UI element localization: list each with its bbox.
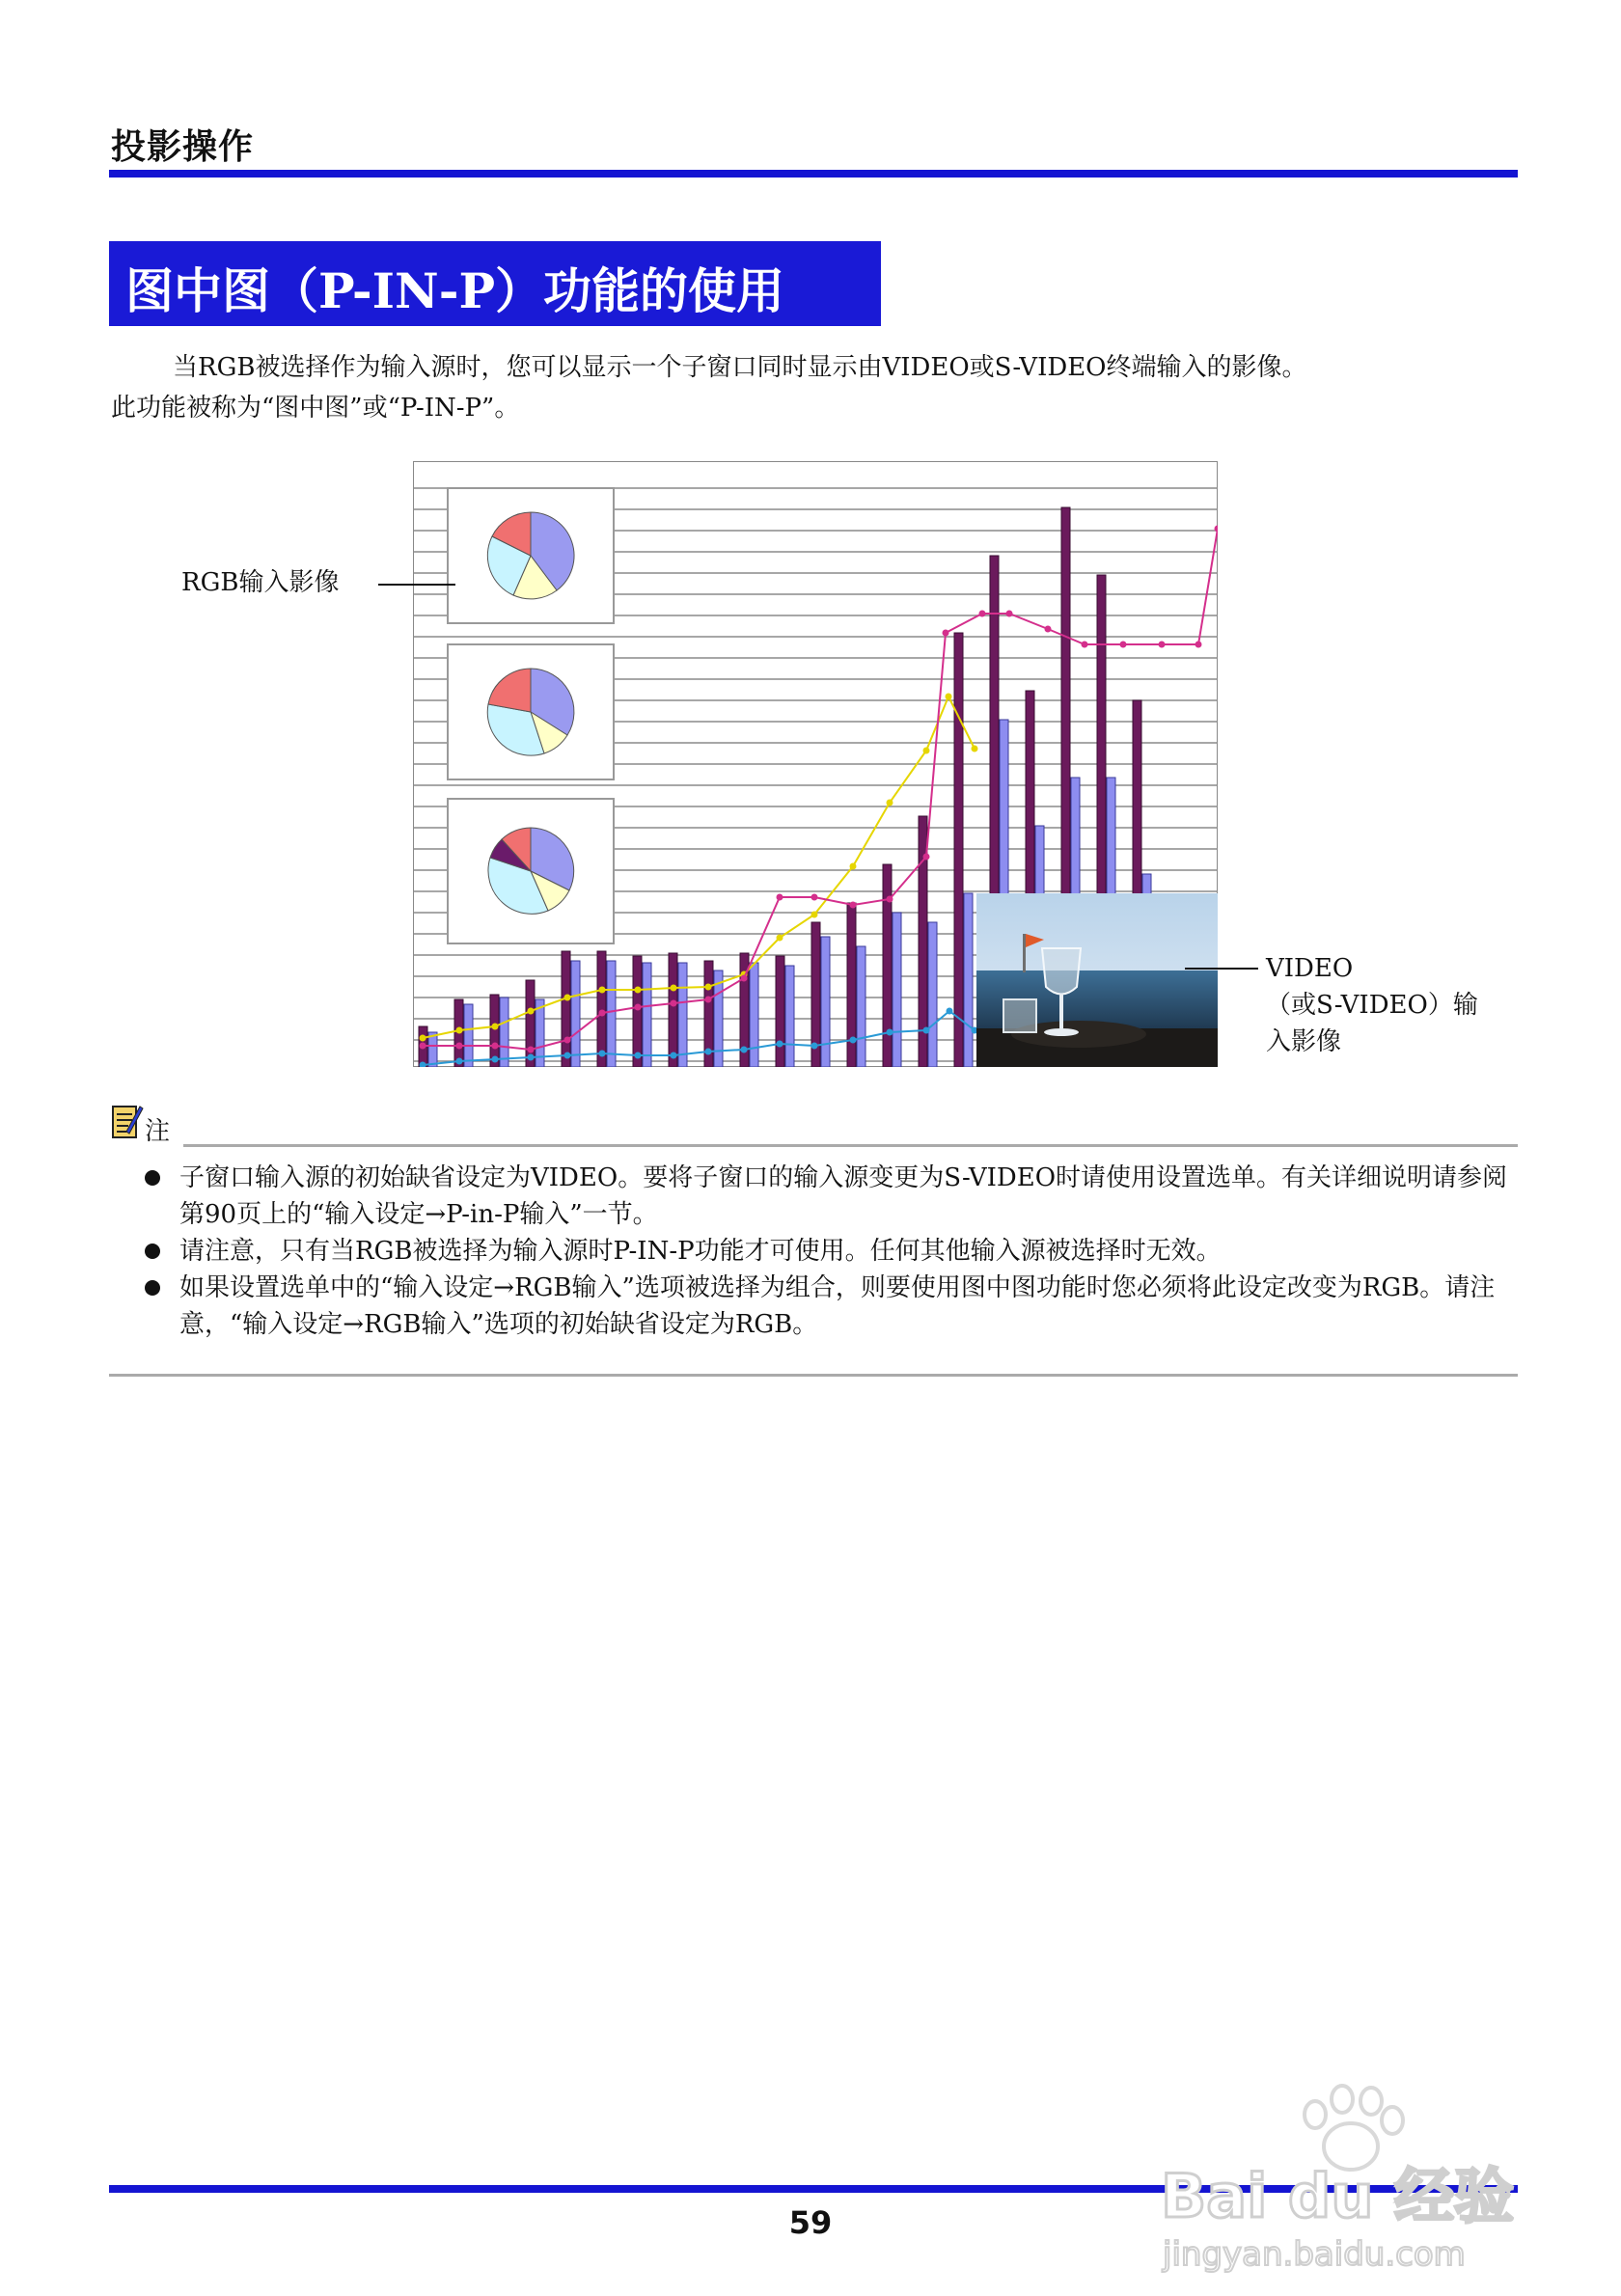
intro-line-2: 此功能被称为“图中图”或“P-IN-P”。 <box>111 394 520 423</box>
bar-mark <box>607 961 616 1067</box>
line-point <box>599 987 606 994</box>
line-point <box>564 1037 571 1044</box>
line-point <box>1120 642 1127 648</box>
line-point <box>705 1049 712 1055</box>
rgb-callout-label: RGB输入影像 <box>181 568 340 597</box>
line-point <box>972 746 978 752</box>
note-label: 注 <box>145 1117 171 1146</box>
paw-icon <box>1305 2086 1403 2170</box>
line-point <box>777 935 783 942</box>
bar-mark <box>464 1004 473 1067</box>
bar-mark <box>857 946 865 1067</box>
line-point <box>923 748 930 754</box>
watermark-url: jingyan.baidu.com <box>1163 2235 1466 2274</box>
pinp-illustration <box>413 461 1218 1067</box>
video-subwindow <box>976 893 1218 1067</box>
line-point <box>943 630 949 637</box>
line-point <box>528 1047 535 1053</box>
line-point <box>1195 642 1202 648</box>
line-point <box>887 1029 893 1036</box>
line-point <box>492 1043 499 1050</box>
line-point <box>1045 626 1052 633</box>
line-point <box>492 1024 499 1030</box>
line-point <box>705 997 712 1003</box>
bar-mark <box>669 953 677 1067</box>
line-point <box>635 987 642 994</box>
bar-mark <box>954 633 963 1067</box>
line-point <box>947 1008 953 1015</box>
line-point <box>492 1056 499 1063</box>
line-point <box>599 1051 606 1057</box>
line-point <box>741 1047 748 1053</box>
intro-paragraph <box>111 347 1520 428</box>
bar-mark <box>643 963 651 1067</box>
line-point <box>635 1004 642 1011</box>
page-title: 图中图（P-IN-P）功能的使用 <box>125 262 785 319</box>
line-point <box>456 1058 463 1065</box>
note-icon <box>111 1103 144 1141</box>
bar-mark <box>750 963 758 1067</box>
pie-thumbnail-2 <box>448 644 614 779</box>
note-item: 请注意，只有当RGB被选择为输入源时P-IN-P功能才可使用。任何其他输入源被选择时无效。 <box>143 1233 1523 1270</box>
video-callout-line-2: （或S-VIDEO）输 <box>1266 991 1478 1020</box>
line-point <box>887 800 893 806</box>
bar-mark <box>571 961 580 1067</box>
section-header: 投影操作 <box>111 127 255 167</box>
line-point <box>564 995 571 1001</box>
rgb-callout-leader <box>378 584 455 586</box>
line-point <box>705 984 712 991</box>
line-point <box>979 611 986 617</box>
pie-thumbnail-3 <box>448 799 614 943</box>
line-point <box>671 985 677 992</box>
line-point <box>456 1043 463 1050</box>
note-rule-bottom <box>109 1374 1518 1377</box>
line-point <box>946 694 952 700</box>
line-point <box>741 975 748 982</box>
video-callout-leader <box>1185 968 1258 970</box>
line-point <box>635 1052 642 1059</box>
bar-mark <box>893 913 901 1067</box>
line-point <box>777 1041 783 1048</box>
bar-mark <box>776 956 784 1067</box>
note-item: 如果设置选单中的“输入设定→RGB输入”选项被选择为组合，则要使用图中图功能时您必须将此设定改变为RGB。请注意，“输入设定→RGB输入”选项的初始缺省设定为RGB。 <box>143 1270 1523 1343</box>
line-point <box>1082 642 1088 648</box>
bar-mark <box>562 951 570 1067</box>
line-point <box>599 1010 606 1017</box>
line-point <box>1159 642 1166 648</box>
bar-mark <box>883 864 892 1067</box>
line-point <box>420 1035 426 1042</box>
note-rule-top <box>183 1144 1518 1147</box>
line-point <box>811 912 818 918</box>
line-point <box>923 854 930 861</box>
intro-line-1: 当RGB被选择作为输入源时，您可以显示一个子窗口同时显示由VIDEO或S-VIDEO终端输入的影像。 <box>173 353 1307 382</box>
video-callout-label <box>1266 950 1526 1060</box>
note-list <box>143 1160 1523 1343</box>
line-point <box>887 896 893 903</box>
note-item: 子窗口输入源的初始缺省设定为VIDEO。要将子窗口的输入源变更为S-VIDEO时请使用设置选单。有关详细说明请参阅第90页上的“输入设定→P-in-P输入”一节。 <box>143 1160 1523 1233</box>
bar-mark <box>597 951 606 1067</box>
line-point <box>528 1054 535 1061</box>
page-number: 59 <box>788 2204 833 2241</box>
line-point <box>456 1027 463 1034</box>
video-callout-line-1: VIDEO <box>1266 954 1354 983</box>
bar-mark <box>821 937 830 1067</box>
line-point <box>671 1052 677 1059</box>
line-point <box>564 1052 571 1059</box>
bar-mark <box>633 956 642 1067</box>
video-callout-line-3: 入影像 <box>1266 1027 1342 1056</box>
line-point <box>1006 611 1013 617</box>
line-point <box>923 1027 930 1034</box>
baidu-watermark <box>1153 2055 1539 2277</box>
pie-thumbnail-1 <box>448 488 614 623</box>
bar-mark <box>785 966 794 1067</box>
line-point <box>811 894 818 901</box>
line-point <box>811 1043 818 1050</box>
bar-mark <box>678 963 687 1067</box>
line-point <box>671 1000 677 1007</box>
line-point <box>850 863 857 870</box>
bar-mark <box>500 998 508 1067</box>
bar-mark <box>964 893 973 1067</box>
watermark-brand: Bai du 经验 <box>1161 2161 1515 2231</box>
bar-mark <box>928 922 937 1067</box>
line-point <box>850 902 857 909</box>
line-point <box>528 1008 535 1015</box>
line-point <box>420 1043 426 1050</box>
header-rule <box>109 170 1518 178</box>
bar-mark <box>526 980 535 1067</box>
line-point <box>777 894 783 901</box>
line-point <box>850 1037 857 1044</box>
